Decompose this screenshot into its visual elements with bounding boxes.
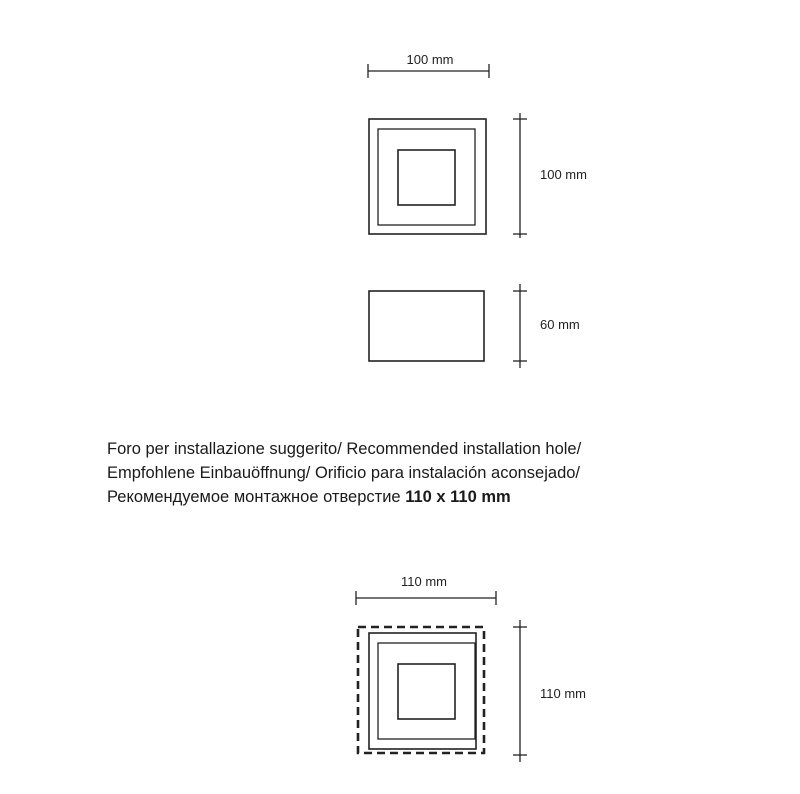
install-height-label: 110 mm bbox=[540, 686, 586, 701]
caption-line-1: Foro per installazione suggerito/ Recommended installation hole/ bbox=[107, 440, 582, 458]
top-view-square bbox=[369, 119, 486, 234]
top-width-label: 100 mm bbox=[406, 52, 454, 67]
top-height-label: 100 mm bbox=[540, 167, 587, 182]
install-width-label: 110 mm bbox=[401, 574, 447, 589]
caption-hole-size: 110 x 110 mm bbox=[405, 488, 511, 506]
caption-line-3 bbox=[107, 485, 747, 509]
install-width-dimension bbox=[356, 591, 496, 605]
installation-hole-caption bbox=[107, 437, 747, 509]
side-height-label: 60 mm bbox=[540, 317, 580, 332]
caption-line-2: Empfohlene Einbauöffnung/ Orificio para instalación aconsejado/ bbox=[107, 464, 581, 482]
caption-line-3-text: Рекомендуемое монтажное отверстие bbox=[107, 488, 406, 506]
side-height-dimension bbox=[513, 284, 527, 368]
top-height-dimension bbox=[513, 113, 527, 238]
install-height-dimension bbox=[513, 620, 527, 762]
side-view-rectangle bbox=[369, 291, 484, 361]
install-view-square bbox=[358, 627, 484, 753]
installation-hole-outline bbox=[358, 627, 484, 753]
